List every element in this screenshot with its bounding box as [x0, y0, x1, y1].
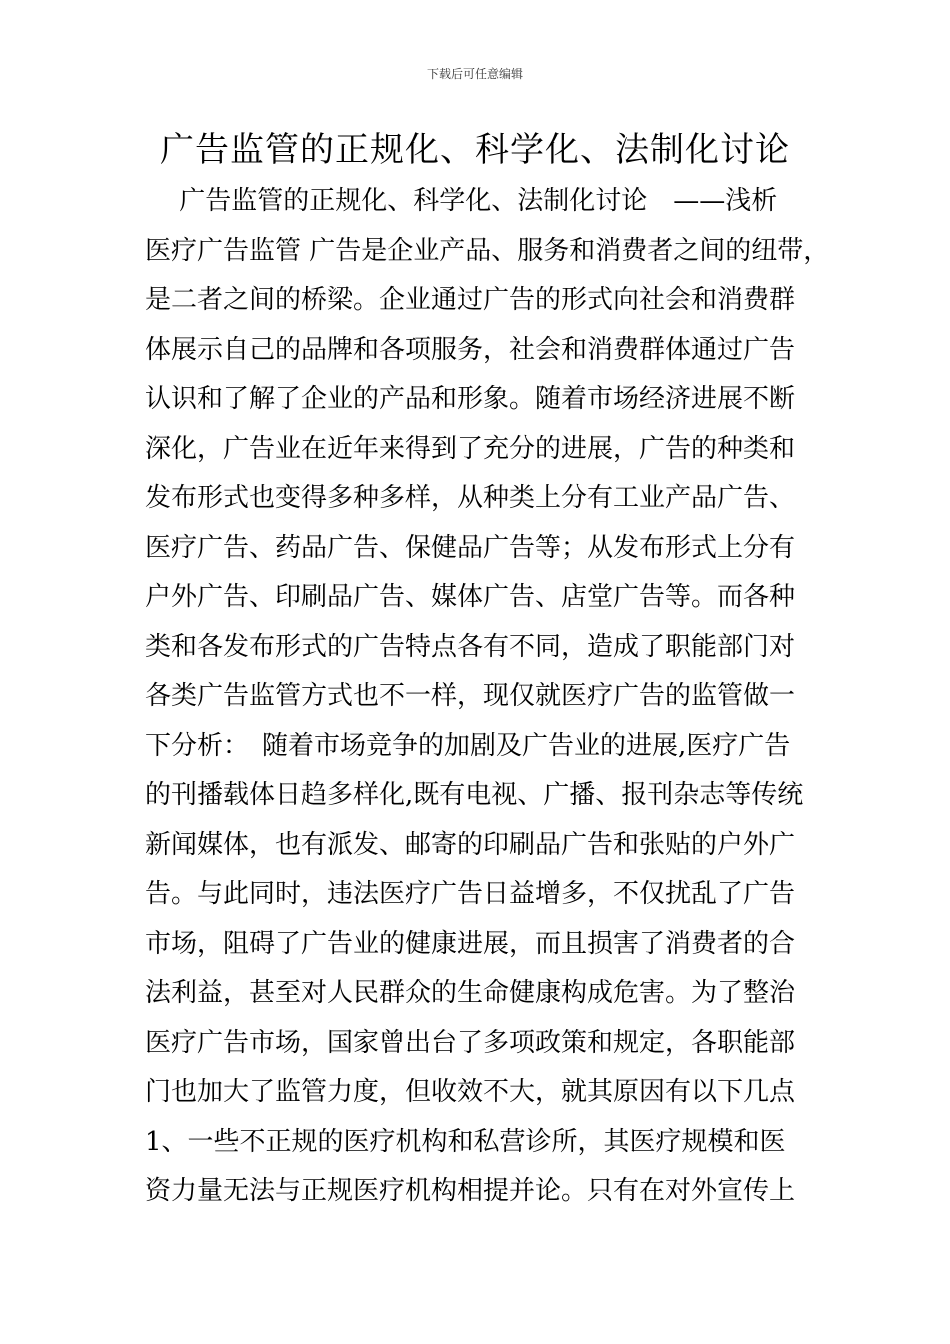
body-line: 市场，阻碍了广告业的健康进展，而且损害了消费者的合 [145, 928, 796, 959]
body-line: 深化，广告业在近年来得到了充分的进展，广告的种类和 [145, 433, 796, 464]
download-note: 下载后可任意编辑 [426, 67, 523, 81]
body-line: 新闻媒体，也有派发、邮寄的印刷品广告和张贴的户外广 [145, 829, 796, 860]
body-line: 发布形式也变得多种多样，从种类上分有工业产品广告、 [145, 483, 796, 513]
body-line: 各类广告监管方式也不一样，现仅就医疗广告的监管做一 [145, 681, 796, 711]
body-line: 广告监管的正规化、科学化、法制化讨论 ——浅析 [145, 186, 778, 216]
body-line: 医疗广告监管 广告是企业产品、服务和消费者之间的纽带， [145, 235, 830, 266]
body-line: 资力量无法与正规医疗机构相提并论。只有在对外宣传上 [145, 1176, 796, 1206]
body-line: 医疗广告市场，国家曾出台了多项政策和规定，各职能部 [145, 1027, 796, 1058]
body-line: 门也加大了监管力度，但收效不大，就其原因有以下几点 [145, 1077, 796, 1107]
body-line: 体展示自己的品牌和各项服务，社会和消费群体通过广告 [145, 334, 796, 365]
body-line: 告。与此同时，违法医疗广告日益增多，不仅扰乱了广告 [145, 879, 796, 909]
body-line: 认识和了解了企业的产品和形象。随着市场经济进展不断 [145, 384, 796, 414]
body-line: 1、一些不正规的医疗机构和私营诊所，其医疗规模和医 [145, 1126, 786, 1157]
body-line: 医疗广告、药品广告、保健品广告等；从发布形式上分有 [145, 532, 796, 563]
body-line: 是二者之间的桥梁。企业通过广告的形式向社会和消费群 [145, 285, 796, 315]
body-line: 法利益，甚至对人民群众的生命健康构成危害。为了整治 [145, 978, 796, 1008]
body-line: 户外广告、印刷品广告、媒体广告、店堂广告等。而各种 [145, 582, 796, 612]
body-line: 的刊播载体日趋多样化,既有电视、广播、报刊杂志等传统 [145, 780, 804, 810]
document-title: 广告监管的正规化、科学化、法制化讨论 [160, 130, 790, 170]
document-body [145, 177, 830, 1217]
body-line: 类和各发布形式的广告特点各有不同，造成了职能部门对 [145, 631, 796, 662]
body-line: 下分析： 随着市场竞争的加剧及广告业的进展,医疗广告 [145, 730, 791, 761]
